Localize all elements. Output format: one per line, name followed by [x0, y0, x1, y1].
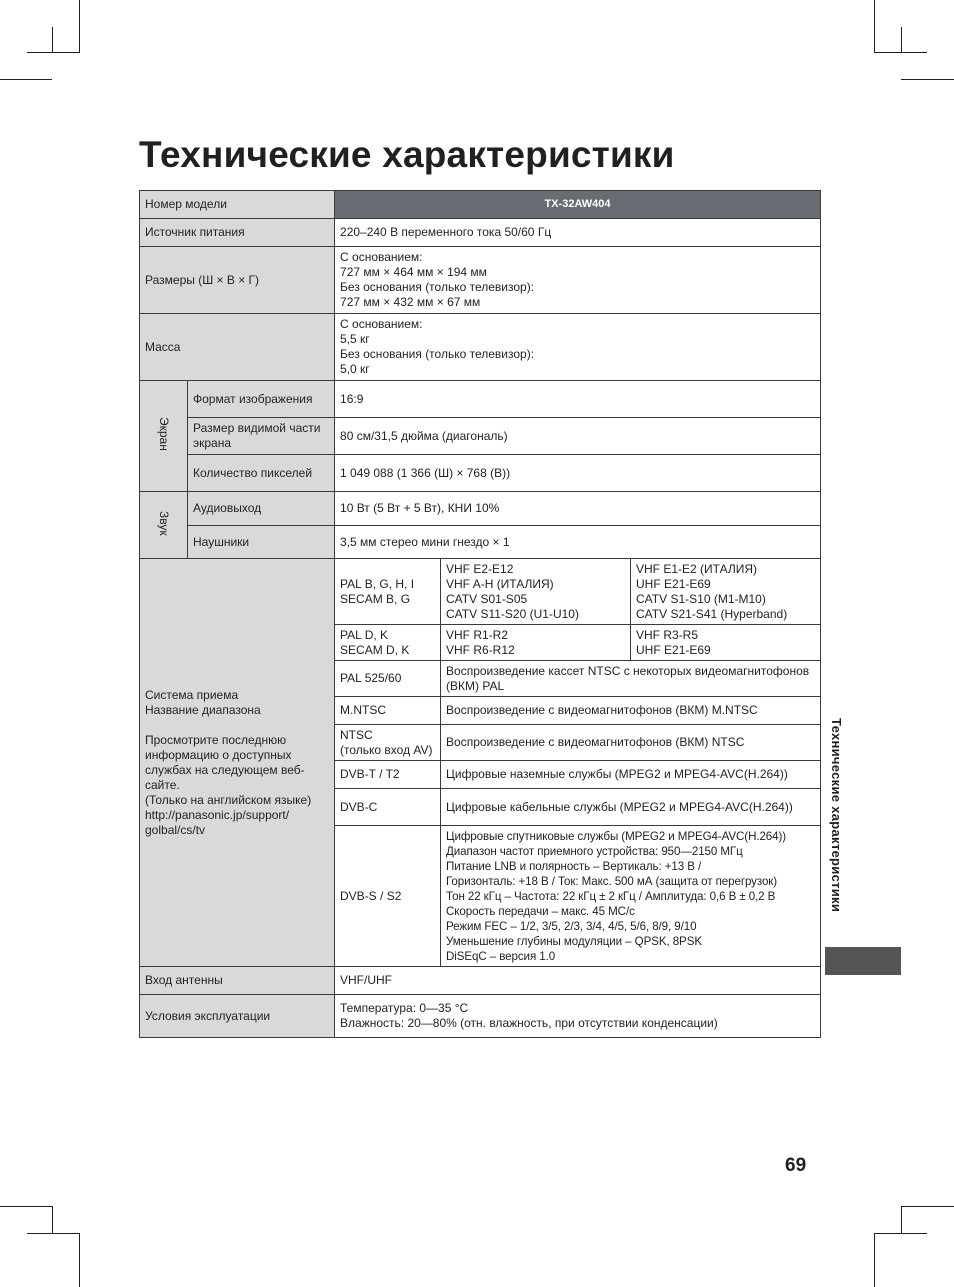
audio-out-value: 10 Вт (5 Вт + 5 Вт), КНИ 10% — [335, 492, 821, 526]
crop-mark — [79, 1233, 80, 1287]
aspect-label: Формат изображения — [188, 381, 335, 418]
crop-mark — [901, 27, 902, 52]
dimensions-label: Размеры (Ш × В × Г) — [140, 247, 335, 314]
page-number: 69 — [785, 1155, 807, 1176]
power-label: Источник питания — [140, 219, 335, 247]
model-label: Номер модели — [140, 191, 335, 219]
conditions-label: Условия эксплуатации — [140, 995, 335, 1038]
rx-desc: Цифровые кабельные службы (MPEG2 и MPEG4-AVC(H.264)) — [441, 789, 821, 826]
rx-system: DVB-S / S2 — [335, 826, 441, 967]
rx-desc: Воспроизведение с видеомагнитофонов (ВКМ) NTSC — [441, 725, 821, 761]
antenna-value: VHF/UHF — [335, 967, 821, 995]
crop-mark — [52, 27, 53, 52]
rx-band-1: VHF R1-R2 VHF R6-R12 — [441, 625, 631, 661]
crop-mark — [52, 1206, 53, 1233]
crop-mark — [901, 79, 954, 80]
conditions-value: Температура: 0—35 °C Влажность: 20—80% (отн. влажность, при отсутствии конденсации) — [335, 995, 821, 1038]
headphones-label: Наушники — [188, 526, 335, 559]
visible-size-label: Размер видимой части экрана — [188, 418, 335, 455]
pixels-value: 1 049 088 (1 366 (Ш) × 768 (В)) — [335, 455, 821, 492]
screen-group-label: Экран — [140, 381, 188, 492]
reception-label: Система приема Название диапазона Просмотрите последнюю информацию о доступных службах на следующем веб-сайте. (Только на английском языке) http://panasonic.jp/support/ golbal/cs/tv — [140, 559, 335, 967]
rx-system: NTSC (только вход AV) — [335, 725, 441, 761]
spec-table — [139, 190, 821, 1038]
crop-mark — [27, 1233, 80, 1234]
section-tab-marker — [825, 947, 901, 975]
rx-desc: Цифровые спутниковые службы (MPEG2 и MPEG4-AVC(H.264)) Диапазон частот приемного устройства: 950—2150 МГц Питание LNB и полярность – Вертикаль: +13 В / Горизонталь: +18 В / Ток: Макс. 500 мА (защита от перегрузок) Тон 22 кГц – Частота: 22 кГц ± 2 кГц / Амплитуда: 0,6 В ± 0,2 В Скорость передачи – макс. 45 МС/с Режим FEC – 1/2, 3/5, 2/3, 3/4, 4/5, 5/6, 8/9, 9/10 Уменьшение глубины модуляции – QPSK, 8PSK DiSEqC – версия 1.0 — [441, 826, 821, 967]
rx-system: DVB-C — [335, 789, 441, 826]
rx-desc: Воспроизведение кассет NTSC с некоторых видеомагнитофонов (ВКМ) PAL — [441, 661, 821, 697]
visible-size-value: 80 см/31,5 дюйма (диагональ) — [335, 418, 821, 455]
rx-system: DVB-T / T2 — [335, 761, 441, 789]
dimensions-value: С основанием: 727 мм × 464 мм × 194 мм Без основания (только телевизор): 727 мм × 432 мм × 67 мм — [335, 247, 821, 314]
crop-mark — [874, 1233, 875, 1287]
crop-mark — [27, 52, 80, 53]
rx-band-2: VHF E1-E2 (ИТАЛИЯ) UHF E21-E69 CATV S1-S10 (M1-M10) CATV S21-S41 (Hyperband) — [631, 559, 821, 625]
crop-mark — [79, 0, 80, 52]
crop-mark — [0, 1206, 52, 1207]
sound-group-label: Звук — [140, 492, 188, 559]
crop-mark — [0, 79, 52, 80]
rx-system: PAL B, G, H, I SECAM B, G — [335, 559, 441, 625]
aspect-value: 16:9 — [335, 381, 821, 418]
headphones-value: 3,5 мм стерео мини гнездо × 1 — [335, 526, 821, 559]
antenna-label: Вход антенны — [140, 967, 335, 995]
side-section-label: Технические характеристики — [829, 718, 844, 913]
rx-band-2: VHF R3-R5 UHF E21-E69 — [631, 625, 821, 661]
rx-system: PAL 525/60 — [335, 661, 441, 697]
crop-mark — [901, 1206, 902, 1233]
rx-band-1: VHF E2-E12 VHF A-H (ИТАЛИЯ) CATV S01-S05 CATV S11-S20 (U1-U10) — [441, 559, 631, 625]
mass-label: Масса — [140, 314, 335, 381]
rx-system: M.NTSC — [335, 697, 441, 725]
crop-mark — [901, 1206, 954, 1207]
page-title: Технические характеристики — [139, 134, 675, 175]
crop-mark — [874, 1233, 927, 1234]
rx-desc: Цифровые наземные службы (MPEG2 и MPEG4-AVC(H.264)) — [441, 761, 821, 789]
power-value: 220–240 В переменного тока 50/60 Гц — [335, 219, 821, 247]
pixels-label: Количество пикселей — [188, 455, 335, 492]
audio-out-label: Аудиовыход — [188, 492, 335, 526]
mass-value: С основанием: 5,5 кг Без основания (только телевизор): 5,0 кг — [335, 314, 821, 381]
rx-desc: Воспроизведение с видеомагнитофонов (ВКМ) M.NTSC — [441, 697, 821, 725]
crop-mark — [874, 0, 875, 52]
model-value: TX-32AW404 — [335, 191, 821, 219]
crop-mark — [874, 52, 927, 53]
rx-system: PAL D, K SECAM D, K — [335, 625, 441, 661]
